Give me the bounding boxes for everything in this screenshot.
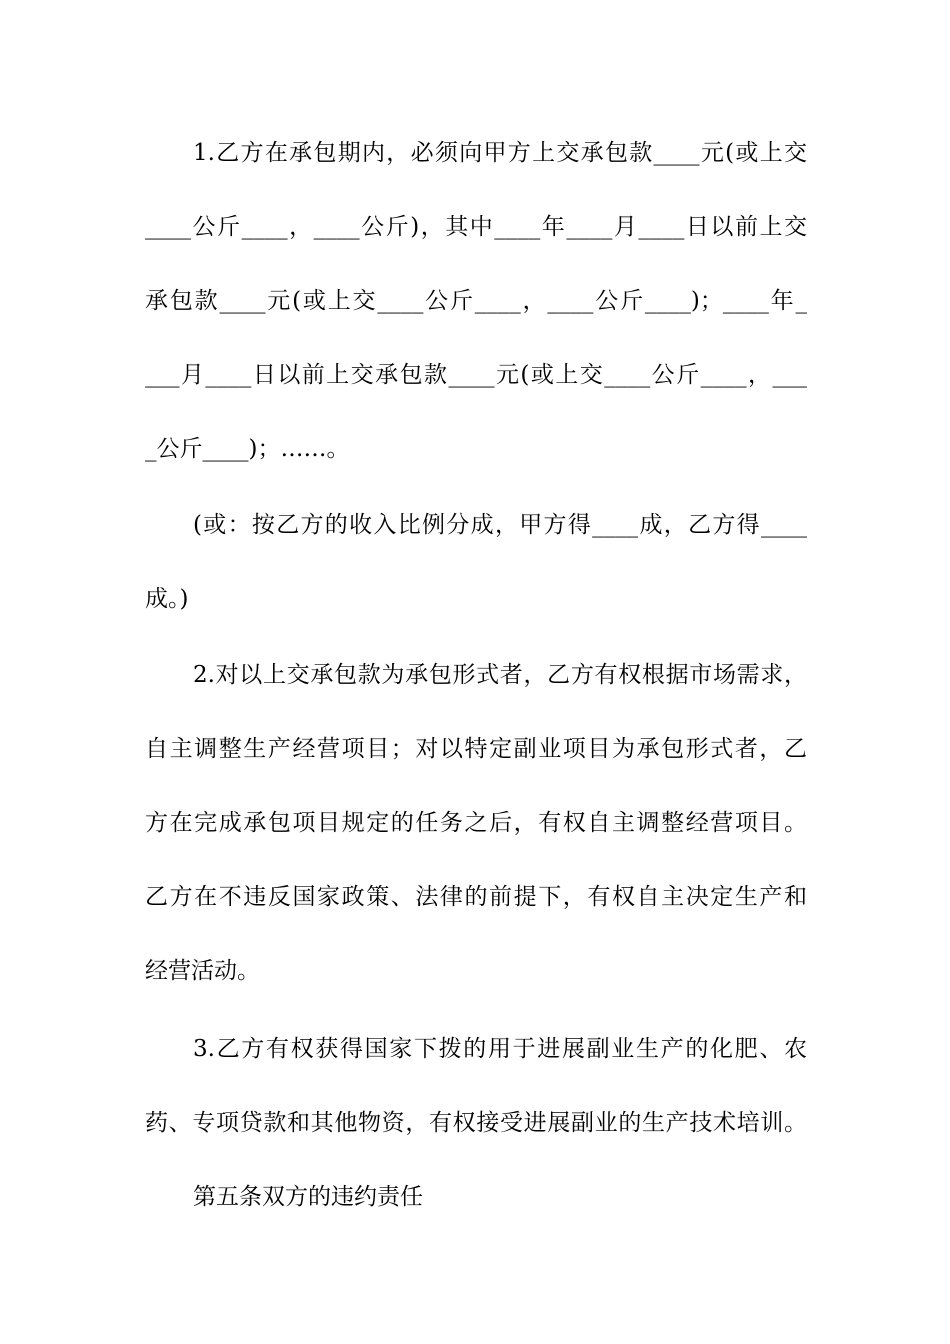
clause-1-line-2: ____公斤____，____公斤)，其中____年____月____日以前上交: [145, 214, 807, 240]
clause-1-line-5: _公斤____)；……。: [145, 436, 350, 462]
clause-2-line-4: 乙方在不违反国家政策、法律的前提下，有权自主决定生产和: [145, 884, 807, 910]
clause-2-line-2: 自主调整生产经营项目；对以特定副业项目为承包形式者，乙: [145, 736, 807, 762]
alt-clause-line-1: (或：按乙方的收入比例分成，甲方得____成，乙方得____: [193, 512, 807, 538]
alt-clause-line-2: 成。): [145, 586, 189, 612]
clause-1-line-3: 承包款____元(或上交____公斤____，____公斤____)；____年_: [145, 288, 807, 314]
clause-3-line-2: 药、专项贷款和其他物资，有权接受进展副业的生产技术培训。: [145, 1110, 807, 1136]
clause-3-line-1: 3.乙方有权获得国家下拨的用于进展副业生产的化肥、农: [193, 1036, 807, 1062]
clause-1-line-1: 1.乙方在承包期内，必须向甲方上交承包款____元(或上交: [193, 140, 807, 166]
article-5-heading: 第五条双方的违约责任: [193, 1184, 423, 1210]
clause-1-line-4: ___月____日以前上交承包款____元(或上交____公斤____，___: [145, 362, 807, 388]
clause-2-line-1: 2.对以上交承包款为承包形式者，乙方有权根据市场需求，: [193, 662, 807, 688]
clause-2-line-3: 方在完成承包项目规定的任务之后，有权自主调整经营项目。: [145, 810, 807, 836]
clause-2-line-5: 经营活动。: [145, 958, 260, 984]
